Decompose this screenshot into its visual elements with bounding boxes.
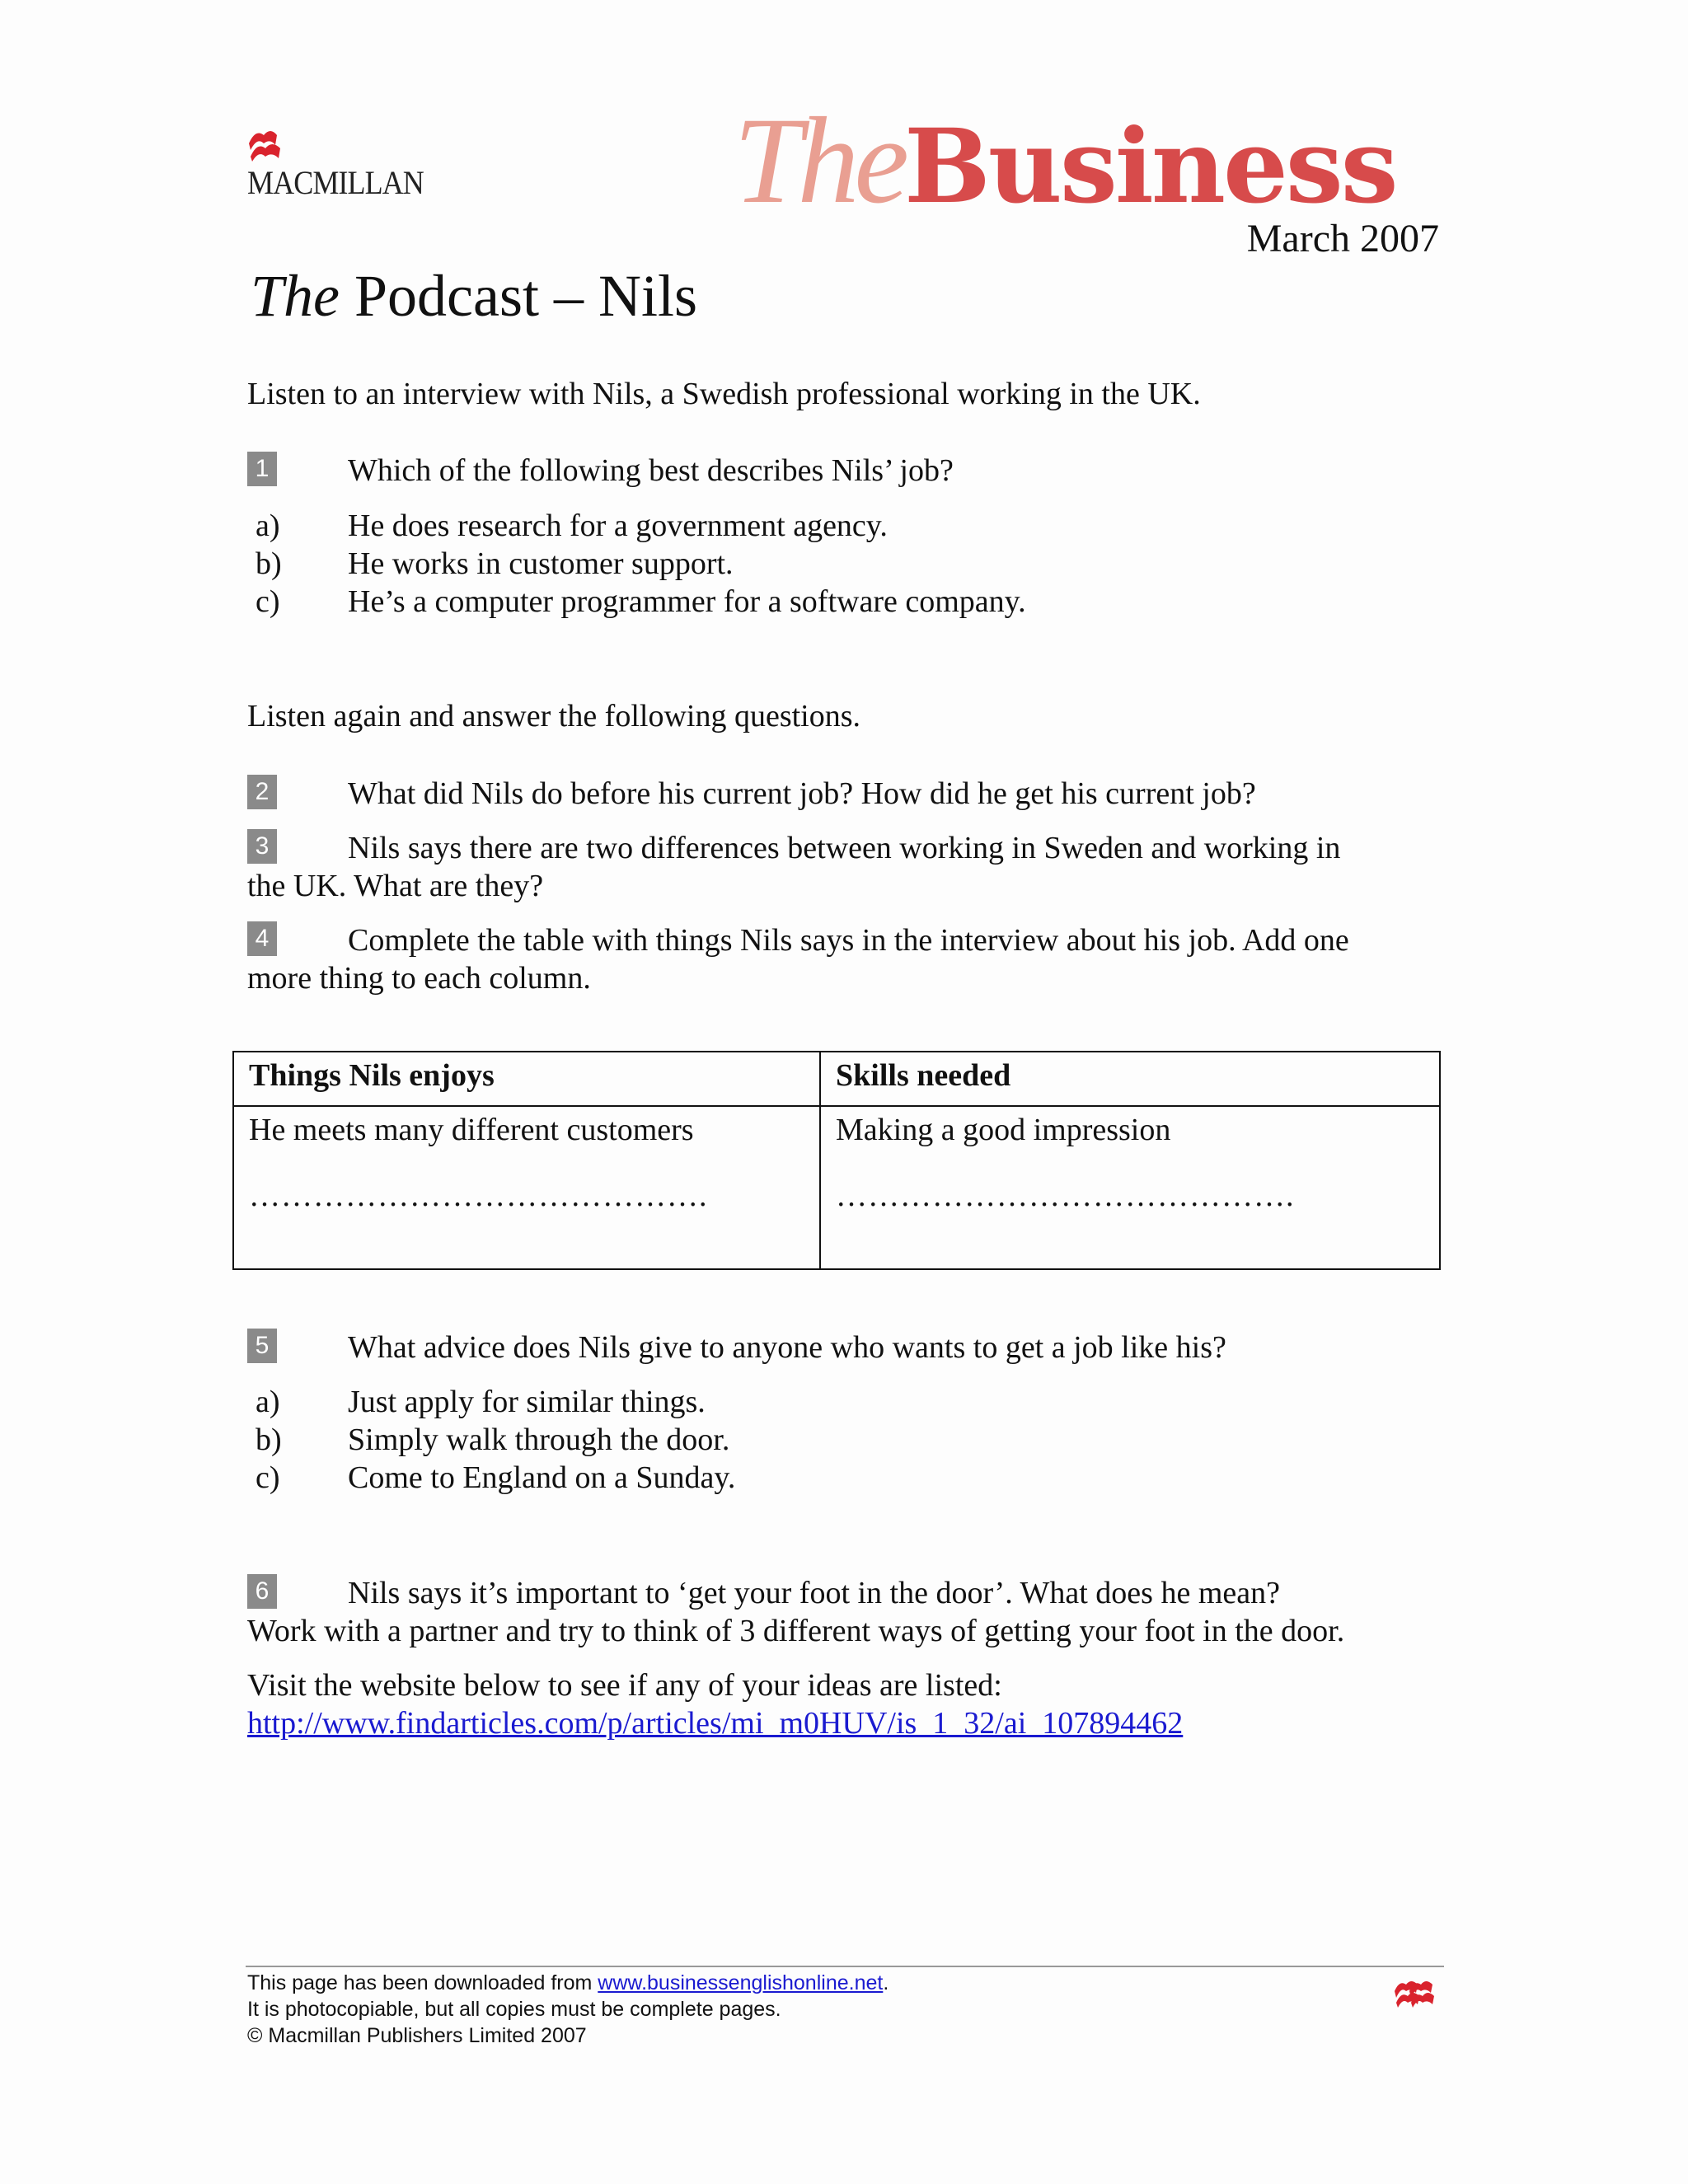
footer-text: . [883, 1971, 889, 1994]
option-label: b) [256, 1422, 282, 1457]
visit-text: Visit the website below to see if any of your ideas are listed: [247, 1668, 1002, 1703]
table-header-enjoys: Things Nils enjoys [233, 1052, 820, 1106]
option-label: c) [256, 584, 280, 619]
question-text: Nils says there are two differences between working in Sweden and working in [348, 831, 1341, 865]
footer-text: This page has been downloaded from [247, 1971, 598, 1994]
option-label: a) [256, 1385, 280, 1419]
question-text: What advice does Nils give to anyone who wants to get a job like his? [348, 1330, 1226, 1365]
option-label: b) [256, 546, 282, 581]
option-text: Simply walk through the door. [348, 1422, 730, 1457]
title-the: The [251, 263, 340, 329]
question-text: Which of the following best describes Nils’ job? [348, 453, 954, 488]
question-number-badge: 1 [247, 452, 277, 486]
table-header-skills: Skills needed [820, 1052, 1440, 1106]
question-number-badge: 4 [247, 921, 277, 956]
footer-text: It is photocopiable, but all copies must be complete pages. [247, 1998, 781, 2021]
publisher-name: MACMILLAN [247, 164, 424, 201]
question-number-badge: 5 [247, 1329, 277, 1363]
masthead-the: The [734, 92, 904, 229]
masthead [734, 92, 1396, 229]
blank-answer-line[interactable]: ……………………………………. [836, 1179, 1295, 1213]
option-label: a) [256, 509, 280, 543]
issue-date: March 2007 [1246, 217, 1439, 260]
page-title [251, 262, 697, 330]
question-text-continued: the UK. What are they? [247, 869, 544, 903]
option-text: He works in customer support. [348, 546, 734, 581]
question-text: What did Nils do before his current job? How did he get his current job? [348, 776, 1256, 811]
intro-text: Listen to an interview with Nils, a Swedish professional working in the UK. [247, 377, 1201, 411]
answer-table [232, 1051, 1441, 1270]
masthead-business: Business [904, 107, 1396, 227]
option-text: He does research for a government agency. [348, 509, 888, 543]
copyright-text: © Macmillan Publishers Limited 2007 [247, 2024, 587, 2047]
businessenglishonline-link[interactable]: www.businessenglishonline.net [598, 1971, 884, 1994]
blank-answer-line[interactable]: ……………………………………. [249, 1179, 708, 1213]
question-number-badge: 6 [247, 1574, 277, 1609]
title-rest: Podcast – Nils [340, 263, 698, 329]
table-cell [233, 1106, 820, 1269]
question-text-continued: more thing to each column. [247, 961, 591, 996]
option-text: He’s a computer programmer for a software company. [348, 584, 1026, 619]
option-label: c) [256, 1460, 280, 1495]
cell-value: He meets many different customers [249, 1113, 694, 1147]
question-number-badge: 2 [247, 775, 277, 809]
option-text: Just apply for similar things. [348, 1385, 706, 1419]
question-text-continued: Work with a partner and try to think of 3 different ways of getting your foot in the door. [247, 1614, 1345, 1648]
footer [247, 1970, 889, 2049]
table-row [233, 1106, 1440, 1269]
question-number-badge: 3 [247, 829, 277, 864]
question-text: Nils says it’s important to ‘get your foot in the door’. What does he mean? [348, 1576, 1280, 1610]
instruction-text: Listen again and answer the following questions. [247, 699, 861, 733]
question-text: Complete the table with things Nils says in the interview about his job. Add one [348, 923, 1349, 958]
footer-divider [246, 1966, 1444, 1967]
macmillan-footer-logo-icon [1393, 1976, 1439, 2008]
cell-value: Making a good impression [836, 1113, 1171, 1147]
table-cell [820, 1106, 1440, 1269]
option-text: Come to England on a Sunday. [348, 1460, 736, 1495]
findarticles-link[interactable]: http://www.findarticles.com/p/articles/mi_m0HUV/is_1_32/ai_107894462 [247, 1706, 1184, 1741]
macmillan-logo-icon [247, 124, 305, 162]
